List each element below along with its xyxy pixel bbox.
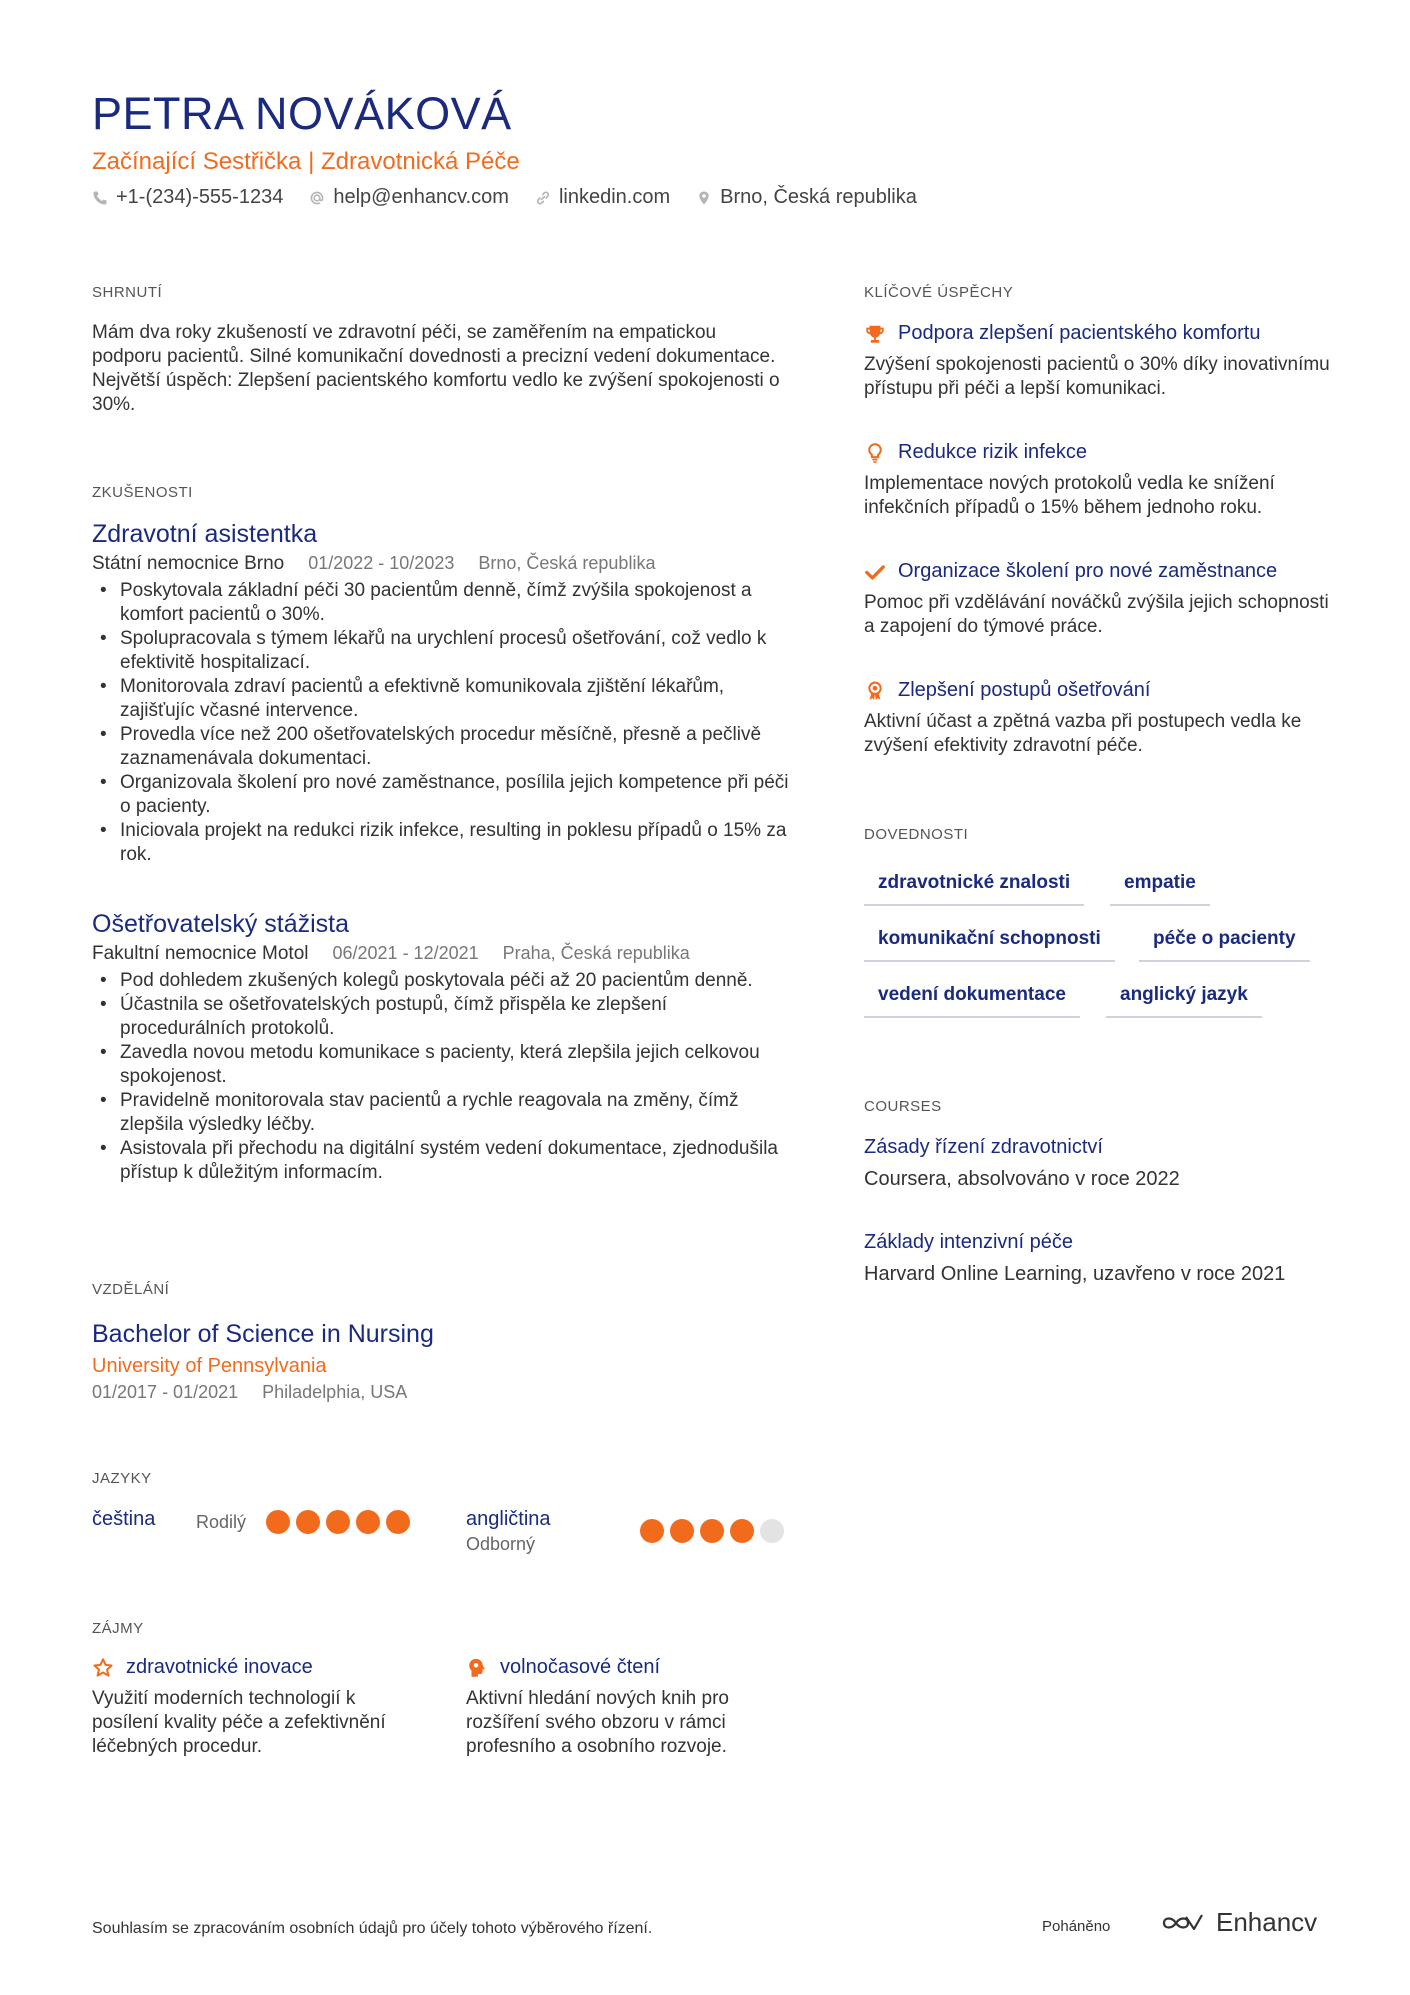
course-detail: Coursera, absolvováno v roce 2022 xyxy=(864,1168,1180,1190)
summary-section-title: SHRNUTÍ xyxy=(92,284,163,301)
achievement-item xyxy=(864,322,1334,401)
job-location: Praha, Česká republika xyxy=(502,943,690,963)
job-bullet: • Pravidelně monitorovala stav pacientů a rychle reagovala na změny, čímž zlepšila výsledky léčby. xyxy=(92,1089,792,1137)
achievement-item xyxy=(864,679,1334,758)
contact-location xyxy=(696,186,917,209)
course-name: Základy intenzivní péče xyxy=(864,1231,1074,1253)
trophy-icon xyxy=(864,323,886,345)
at-icon xyxy=(309,190,325,206)
candidate-name: PETRA NOVÁKOVÁ xyxy=(92,88,512,139)
job-bullet: • Asistovala při přechodu na digitální systém vedení dokumentace, zjednodušila přístup k důležitým informacím. xyxy=(92,1137,792,1185)
contact-email[interactable] xyxy=(309,186,509,209)
interest-description: Aktivní hledání nových knih pro rozšíření svého obzoru v rámci profesního a osobního rozvoje. xyxy=(466,1688,729,1757)
achievement-title: Organizace školení pro nové zaměstnance xyxy=(898,560,1278,582)
course-name: Zásady řízení zdravotnictví xyxy=(864,1136,1103,1158)
brand-logo[interactable] xyxy=(1160,1907,1317,1938)
rating-dot-filled xyxy=(266,1510,290,1534)
contact-phone[interactable] xyxy=(92,186,283,209)
achievement-description: Aktivní účast a zpětná vazba při postupech vedla ke zvýšení efektivity zdravotní péče. xyxy=(864,711,1302,756)
language-rating xyxy=(266,1510,416,1534)
rating-dot-filled xyxy=(386,1510,410,1534)
job-entry xyxy=(92,520,792,867)
education-school: University of Pennsylvania xyxy=(92,1355,327,1377)
medal-icon xyxy=(864,680,886,702)
language-level: Odborný xyxy=(466,1534,536,1554)
link-icon xyxy=(535,190,551,206)
job-bullet: • Spolupracovala s týmem lékařů na urychlení procesů ošetřování, což vedlo k efektivitě hospitalizací. xyxy=(92,627,792,675)
languages-section-title: JAZYKY xyxy=(92,1470,152,1487)
achievement-description: Implementace nových protokolů vedla ke snížení infekčních případů o 15% během jednoho roku. xyxy=(864,473,1275,518)
skills-section-title: DOVEDNOSTI xyxy=(864,826,969,843)
contact-bar xyxy=(92,186,917,209)
job-meta xyxy=(92,553,792,575)
rating-dot-filled xyxy=(700,1519,724,1543)
skill-tag: vedení dokumentace xyxy=(864,984,1080,1018)
education-section-title: VZDĚLÁNÍ xyxy=(92,1281,170,1298)
location-text: Brno, Česká republika xyxy=(720,186,917,208)
interest-description: Využití moderních technologií k posílení kvality péče a zefektivnění léčebných procedur. xyxy=(92,1688,386,1757)
education-location: Philadelphia, USA xyxy=(262,1382,408,1402)
job-title: Zdravotní asistentka xyxy=(92,520,318,548)
courses-section-title: COURSES xyxy=(864,1098,942,1115)
job-bullet: • Monitorovala zdraví pacientů a efektivně komunikovala zjištění lékařům, zajišťujíc včasné intervence. xyxy=(92,675,792,723)
rating-dot-filled xyxy=(670,1519,694,1543)
experience-section-title: ZKUŠENOSTI xyxy=(92,484,193,501)
achievement-item xyxy=(864,441,1334,520)
interest-item xyxy=(92,1656,422,1759)
star-icon xyxy=(92,1657,114,1679)
skill-tag: komunikační schopnosti xyxy=(864,928,1115,962)
job-bullet: • Iniciovala projekt na redukci rizik infekce, resulting in poklesu případů o 15% za rok. xyxy=(92,819,792,867)
job-dates: 06/2021 - 12/2021 xyxy=(332,943,479,963)
interest-title: volnočasové čtení xyxy=(500,1656,661,1678)
language-name: angličtina xyxy=(466,1508,551,1530)
email-text: help@enhancv.com xyxy=(333,186,509,208)
education-degree: Bachelor of Science in Nursing xyxy=(92,1320,434,1348)
language-rating xyxy=(640,1519,790,1543)
rating-dot-empty xyxy=(760,1519,784,1543)
linkedin-text: linkedin.com xyxy=(558,186,671,208)
interest-title: zdravotnické inovace xyxy=(126,1656,313,1678)
achievements-section-title: KLÍČOVÉ ÚSPĚCHY xyxy=(864,284,1014,301)
job-bullet: • Provedla více než 200 ošetřovatelských procedur měsíčně, přesně a pečlivě zaznamenávala dokumentaci. xyxy=(92,723,792,771)
achievement-description: Pomoc při vzdělávání nováčků zvýšila jejich schopnosti a zapojení do týmové práce. xyxy=(864,592,1329,637)
summary-text: Mám dva roky zkušeností ve zdravotní péči, se zaměřením na empatickou podporu pacientů. Silné komunikační dovednosti a precizní vedení dokumentace. Největší úspěch: Zlepšení pacientského komfortu vedlo ke zvýšení spokojenosti o 30%. xyxy=(92,322,780,415)
skill-tag: péče o pacienty xyxy=(1139,928,1310,962)
achievement-title: Redukce rizik infekce xyxy=(898,441,1087,463)
job-bullets xyxy=(92,579,792,867)
job-bullet: • Poskytovala základní péči 30 pacientům denně, čímž zvýšila spokojenost a komfort pacientů o 30%. xyxy=(92,579,792,627)
language-name: čeština xyxy=(92,1508,156,1530)
phone-text: +1-(234)-555-1234 xyxy=(116,186,284,208)
course-item xyxy=(864,1136,1180,1191)
skill-tag: anglický jazyk xyxy=(1106,984,1262,1018)
location-pin-icon xyxy=(696,190,712,206)
job-bullets xyxy=(92,969,792,1185)
head-icon xyxy=(466,1657,488,1679)
brand-name: Enhancv xyxy=(1216,1907,1318,1937)
job-bullet: • Organizovala školení pro nové zaměstnance, posílila jejich kompetence při péči o pacienty. xyxy=(92,771,792,819)
job-bullet: • Pod dohledem zkušených kolegů poskytovala péči až 20 pacientům denně. xyxy=(92,969,792,993)
education-meta xyxy=(92,1382,434,1403)
consent-note: Souhlasím se zpracováním osobních údajů pro účely tohoto výběrového řízení. xyxy=(92,1920,653,1937)
interests-section-title: ZÁJMY xyxy=(92,1620,144,1637)
education-entry xyxy=(92,1320,434,1403)
achievement-title: Zlepšení postupů ošetřování xyxy=(898,679,1151,701)
job-meta xyxy=(92,943,792,965)
job-bullet: • Účastnila se ošetřovatelských postupů, čímž přispěla ke zlepšení procedurálních protokolů. xyxy=(92,993,792,1041)
language-level: Rodilý xyxy=(196,1512,247,1532)
skill-tag: zdravotnické znalosti xyxy=(864,872,1084,906)
course-item xyxy=(864,1231,1285,1286)
lightbulb-icon xyxy=(864,442,886,464)
candidate-subtitle: Začínající Sestřička | Zdravotnická Péče xyxy=(92,148,520,175)
rating-dot-filled xyxy=(326,1510,350,1534)
interest-item xyxy=(466,1656,796,1759)
rating-dot-filled xyxy=(296,1510,320,1534)
enhancv-logo-icon xyxy=(1160,1911,1206,1935)
job-bullet: • Zavedla novou metodu komunikace s pacienty, která zlepšila jejich celkovou spokojenost. xyxy=(92,1041,792,1089)
job-entry xyxy=(92,910,792,1185)
job-company: Státní nemocnice Brno xyxy=(92,553,285,574)
achievement-title: Podpora zlepšení pacientského komfortu xyxy=(898,322,1261,344)
education-dates: 01/2017 - 01/2021 xyxy=(92,1382,239,1402)
job-dates: 01/2022 - 10/2023 xyxy=(308,553,455,573)
contact-linkedin[interactable] xyxy=(535,186,670,209)
skill-tag: empatie xyxy=(1110,872,1210,906)
rating-dot-filled xyxy=(640,1519,664,1543)
job-title: Ošetřovatelský stážista xyxy=(92,910,350,938)
powered-by-label: Poháněno xyxy=(1042,1918,1111,1935)
job-company: Fakultní nemocnice Motol xyxy=(92,943,309,964)
rating-dot-filled xyxy=(356,1510,380,1534)
rating-dot-filled xyxy=(730,1519,754,1543)
phone-icon xyxy=(92,190,108,206)
job-location: Brno, Česká republika xyxy=(478,553,656,573)
course-detail: Harvard Online Learning, uzavřeno v roce 2021 xyxy=(864,1263,1286,1285)
achievement-item xyxy=(864,560,1334,639)
check-icon xyxy=(864,561,886,583)
achievement-description: Zvýšení spokojenosti pacientů o 30% díky inovativnímu přístupu při péči a lepší komunikaci. xyxy=(864,354,1330,399)
